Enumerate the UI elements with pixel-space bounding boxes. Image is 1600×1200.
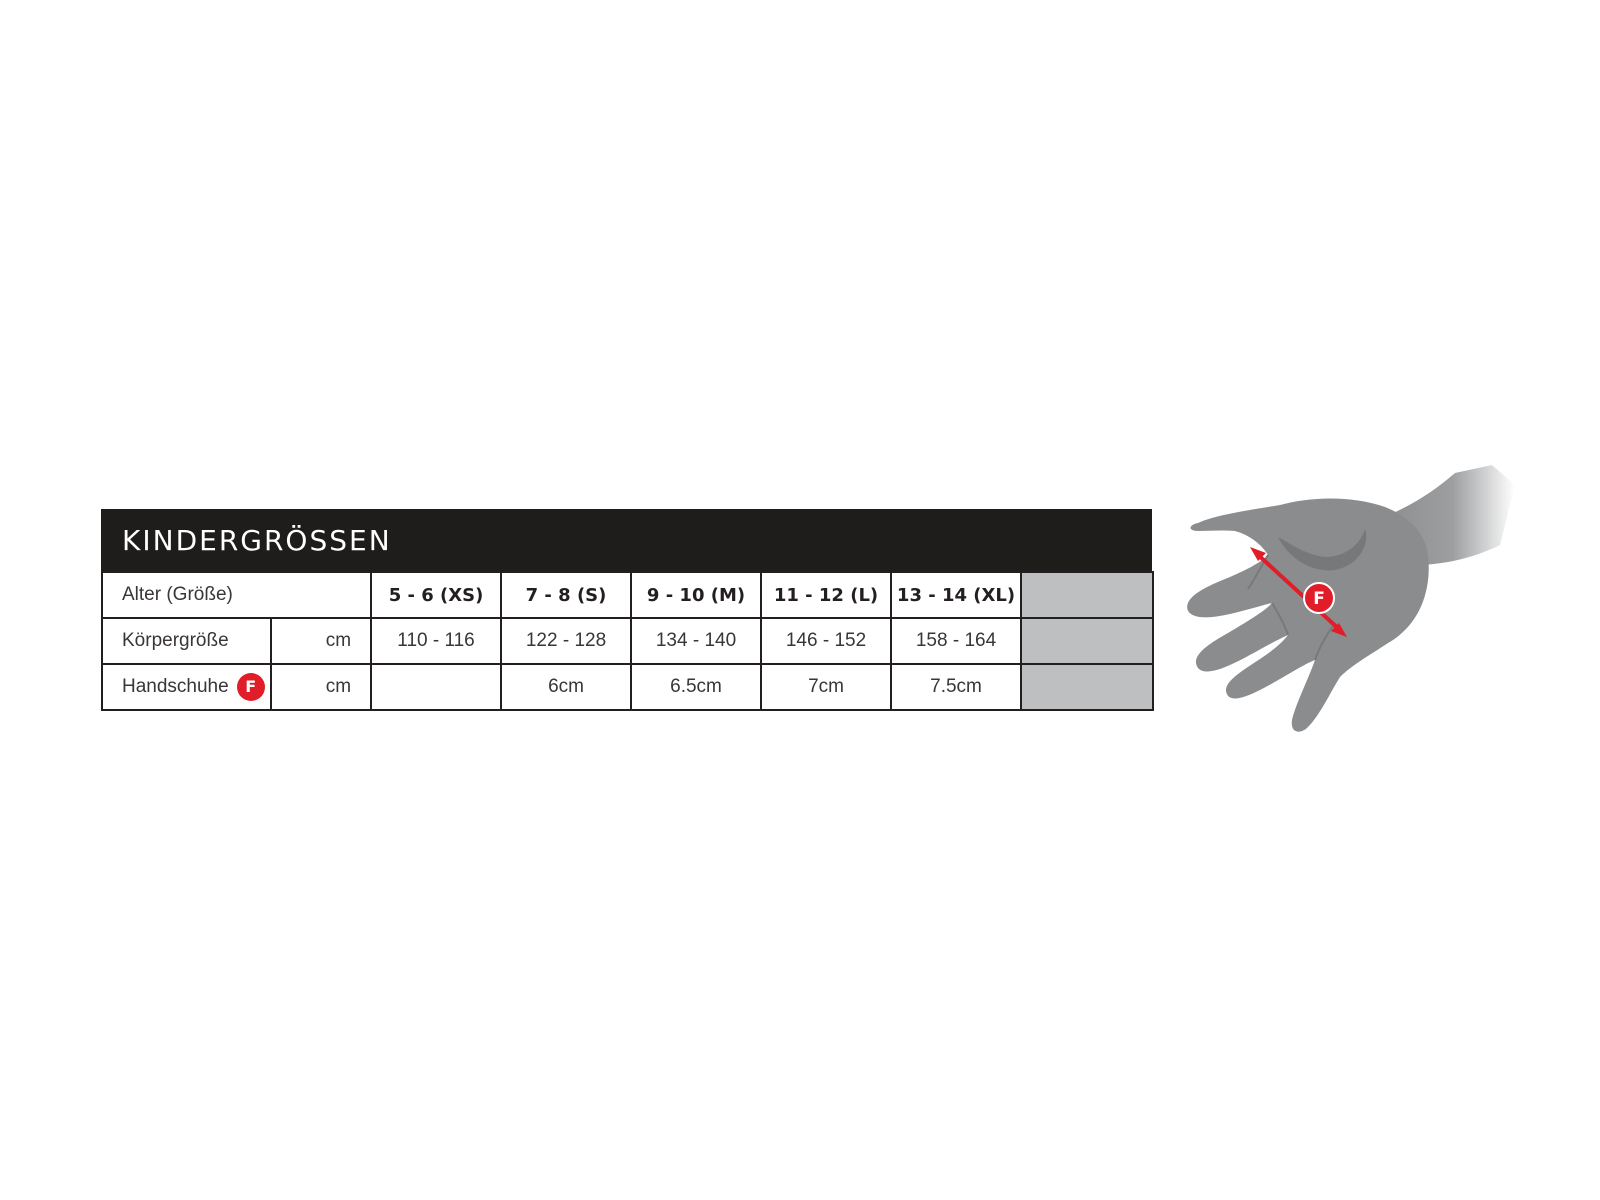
size-head-xl: 13 - 14 (XL) <box>891 572 1021 618</box>
height-value-m: 134 - 140 <box>631 618 761 664</box>
gloves-label: Handschuhe <box>122 676 229 698</box>
gloves-value-m: 6.5cm <box>631 664 761 710</box>
size-head-l: 11 - 12 (L) <box>761 572 891 618</box>
hand-measure-icon <box>1170 465 1515 740</box>
height-unit: cm <box>271 618 371 664</box>
size-table <box>101 571 1154 711</box>
height-value-s: 122 - 128 <box>501 618 631 664</box>
grey-column-cell <box>1021 664 1153 710</box>
chart-title: KINDERGRÖSSEN <box>122 523 392 557</box>
measure-f-badge: F <box>237 673 265 701</box>
gloves-value-xs <box>371 664 501 710</box>
table-row-gloves <box>102 664 1153 710</box>
height-value-xl: 158 - 164 <box>891 618 1021 664</box>
gloves-label-cell <box>102 664 271 710</box>
grey-column-cell <box>1021 572 1153 618</box>
height-value-xs: 110 - 116 <box>371 618 501 664</box>
size-head-m: 9 - 10 (M) <box>631 572 761 618</box>
size-chart <box>101 509 1152 711</box>
grey-column-cell <box>1021 618 1153 664</box>
table-row-age <box>102 572 1153 618</box>
hand-f-badge: F <box>1313 589 1325 609</box>
gloves-value-s: 6cm <box>501 664 631 710</box>
size-head-s: 7 - 8 (S) <box>501 572 631 618</box>
height-value-l: 146 - 152 <box>761 618 891 664</box>
gloves-value-l: 7cm <box>761 664 891 710</box>
table-row-height <box>102 618 1153 664</box>
age-label: Alter (Größe) <box>102 572 371 618</box>
gloves-value-xl: 7.5cm <box>891 664 1021 710</box>
gloves-unit: cm <box>271 664 371 710</box>
size-head-xs: 5 - 6 (XS) <box>371 572 501 618</box>
chart-title-bar <box>101 509 1152 571</box>
height-label: Körpergröße <box>102 618 271 664</box>
